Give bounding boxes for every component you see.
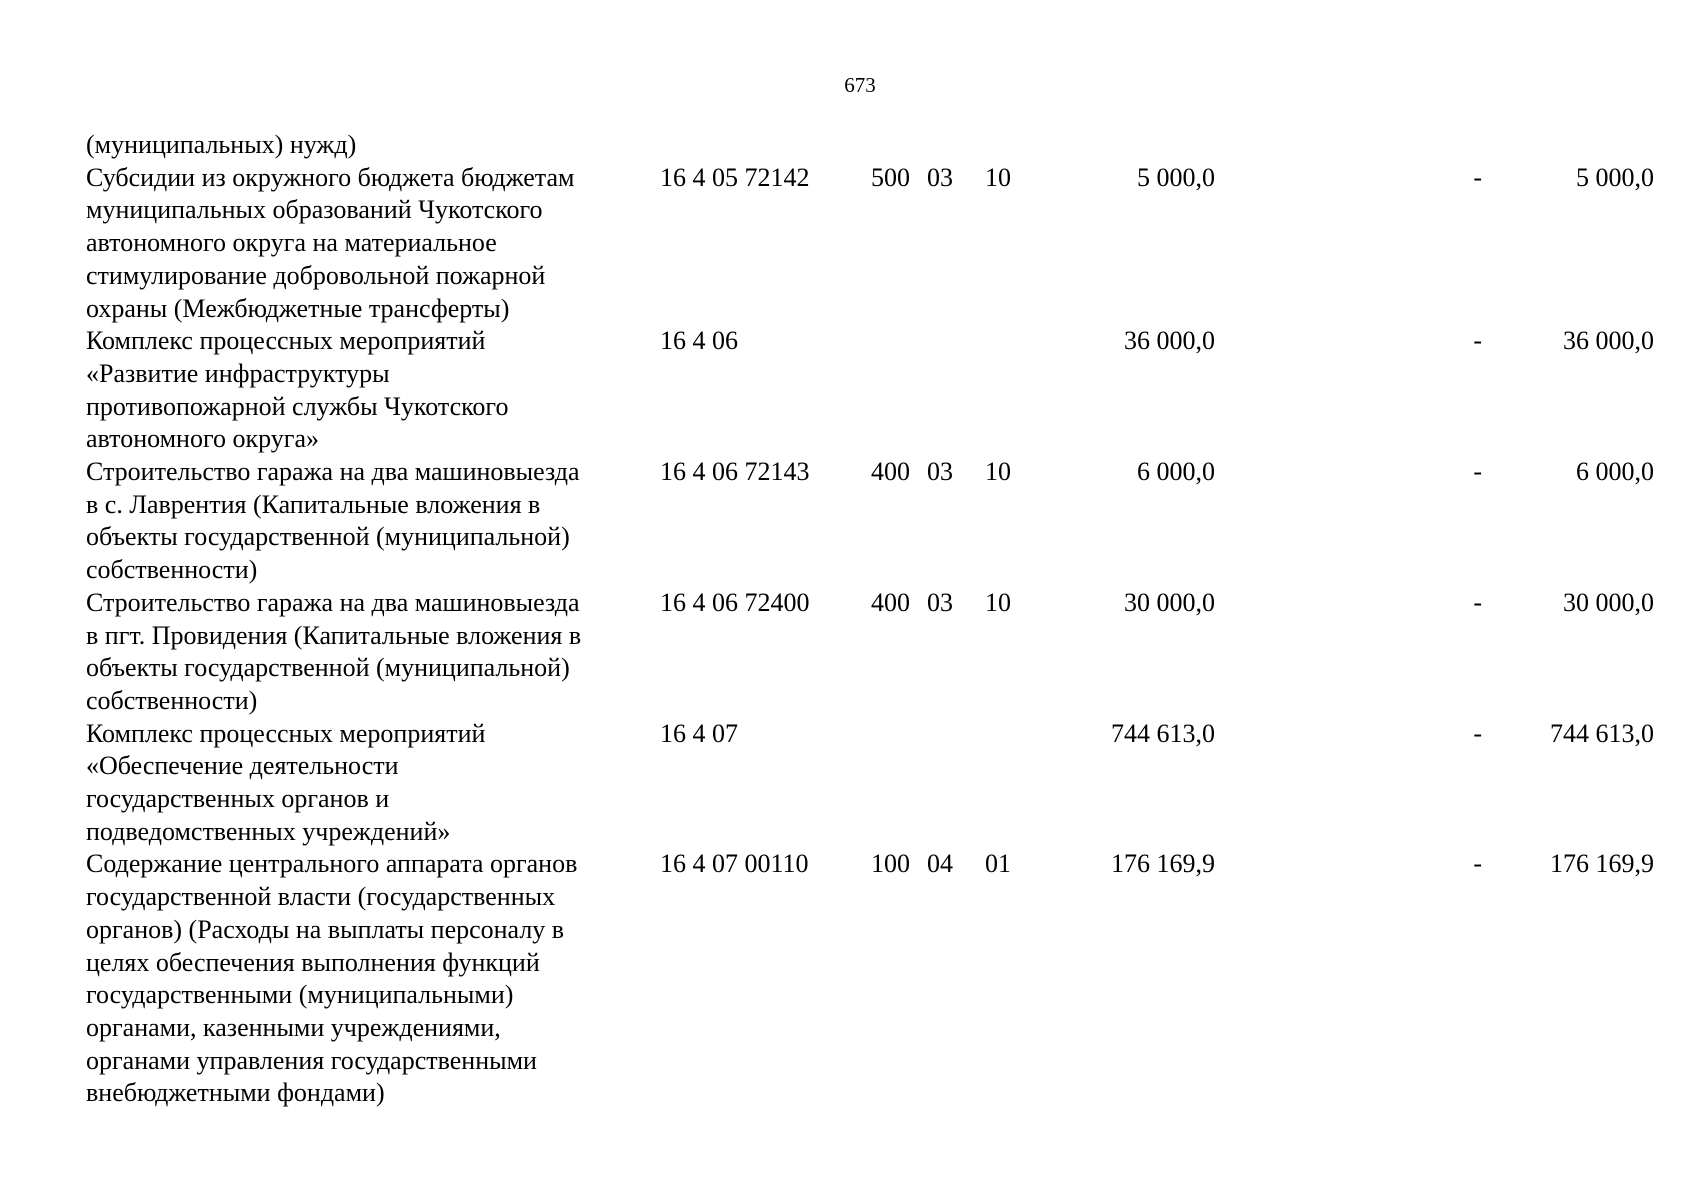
row-sum2: - [1473,326,1482,356]
row-sum1: 744 613,0 [1111,718,1215,748]
row-sum3: 5 000,0 [1576,162,1654,192]
row-name: Комплекс процессных мероприятий «Развитие инфраструктуры противопожарной службы Чукотского автономного округа» [86,326,509,454]
row-sum2: - [1473,718,1482,748]
row-sum3: 36 000,0 [1563,326,1654,356]
row-vr [871,718,927,849]
table-row [86,456,1654,587]
budget-table [86,129,1654,1110]
row-rz [927,718,985,849]
row-sum2: - [1473,162,1482,192]
row-sum3: 176 169,9 [1550,849,1654,879]
row-name: Строительство гаража на два машиновыезда в с. Лаврентия (Капитальные вложения в объекты государственной (муниципальной) собственности) [86,457,580,585]
row-pr [985,129,1045,162]
row-sum2: - [1473,849,1482,879]
row-sum3: 6 000,0 [1576,457,1654,487]
row-code: 16 4 06 72143 [660,457,810,487]
table-row [86,129,1654,162]
row-sum1: 6 000,0 [1137,457,1215,487]
row-name: Содержание центрального аппарата органов государственной власти (государственных органов) (Расходы на выплаты персоналу в целях обеспечения выполнения функций государственными (муниципальными) органами, казенными учреждениями, органами управления государственными внебюджетными фондами) [86,849,578,1108]
row-sum3: 744 613,0 [1550,718,1654,748]
row-vr: 400 [871,457,910,487]
row-rz: 03 [927,457,953,487]
row-pr [985,718,1045,849]
table-row [86,587,1654,718]
row-sum2: - [1473,457,1482,487]
row-vr: 400 [871,587,910,617]
row-name: Строительство гаража на два машиновыезда в пгт. Провидения (Капитальные вложения в объекты государственной (муниципальной) собственности) [86,587,582,715]
row-rz: 03 [927,587,953,617]
row-name: (муниципальных) нужд) [86,130,357,159]
row-pr [985,325,1045,456]
table-row [86,718,1654,849]
row-code [660,129,871,162]
row-sum3: 30 000,0 [1563,587,1654,617]
row-pr: 10 [985,162,1011,192]
row-vr [871,129,927,162]
row-code: 16 4 06 [660,326,738,356]
row-pr: 01 [985,849,1011,879]
row-rz: 03 [927,162,953,192]
row-sum1: 36 000,0 [1124,326,1215,356]
page-number: 673 [844,73,876,97]
row-vr: 500 [871,162,910,192]
row-rz: 04 [927,849,953,879]
row-name: Субсидии из окружного бюджета бюджетам муниципальных образований Чукотского автономного округа на материальное стимулирование добровольной пожарной охраны (Межбюджетные трансферты) [86,162,575,323]
table-row [86,162,1654,326]
row-name: Комплекс процессных мероприятий «Обеспечение деятельности государственных органов и подведомственных учреждений» [86,718,486,846]
row-code: 16 4 07 [660,718,738,748]
row-pr: 10 [985,587,1011,617]
table-row [86,848,1654,1110]
row-code: 16 4 06 72400 [660,587,810,617]
row-sum2: - [1473,587,1482,617]
row-rz [927,325,985,456]
row-sum1: 5 000,0 [1137,162,1215,192]
row-rz [927,129,985,162]
row-sum1: 176 169,9 [1111,849,1215,879]
row-sum1: 30 000,0 [1124,587,1215,617]
row-vr [871,325,927,456]
row-pr: 10 [985,457,1011,487]
row-vr: 100 [871,849,910,879]
table-row [86,325,1654,456]
row-sum2 [1215,129,1488,162]
row-sum3 [1488,129,1654,162]
row-code: 16 4 07 00110 [660,849,809,879]
row-code: 16 4 05 72142 [660,162,810,192]
row-sum1 [1045,129,1215,162]
